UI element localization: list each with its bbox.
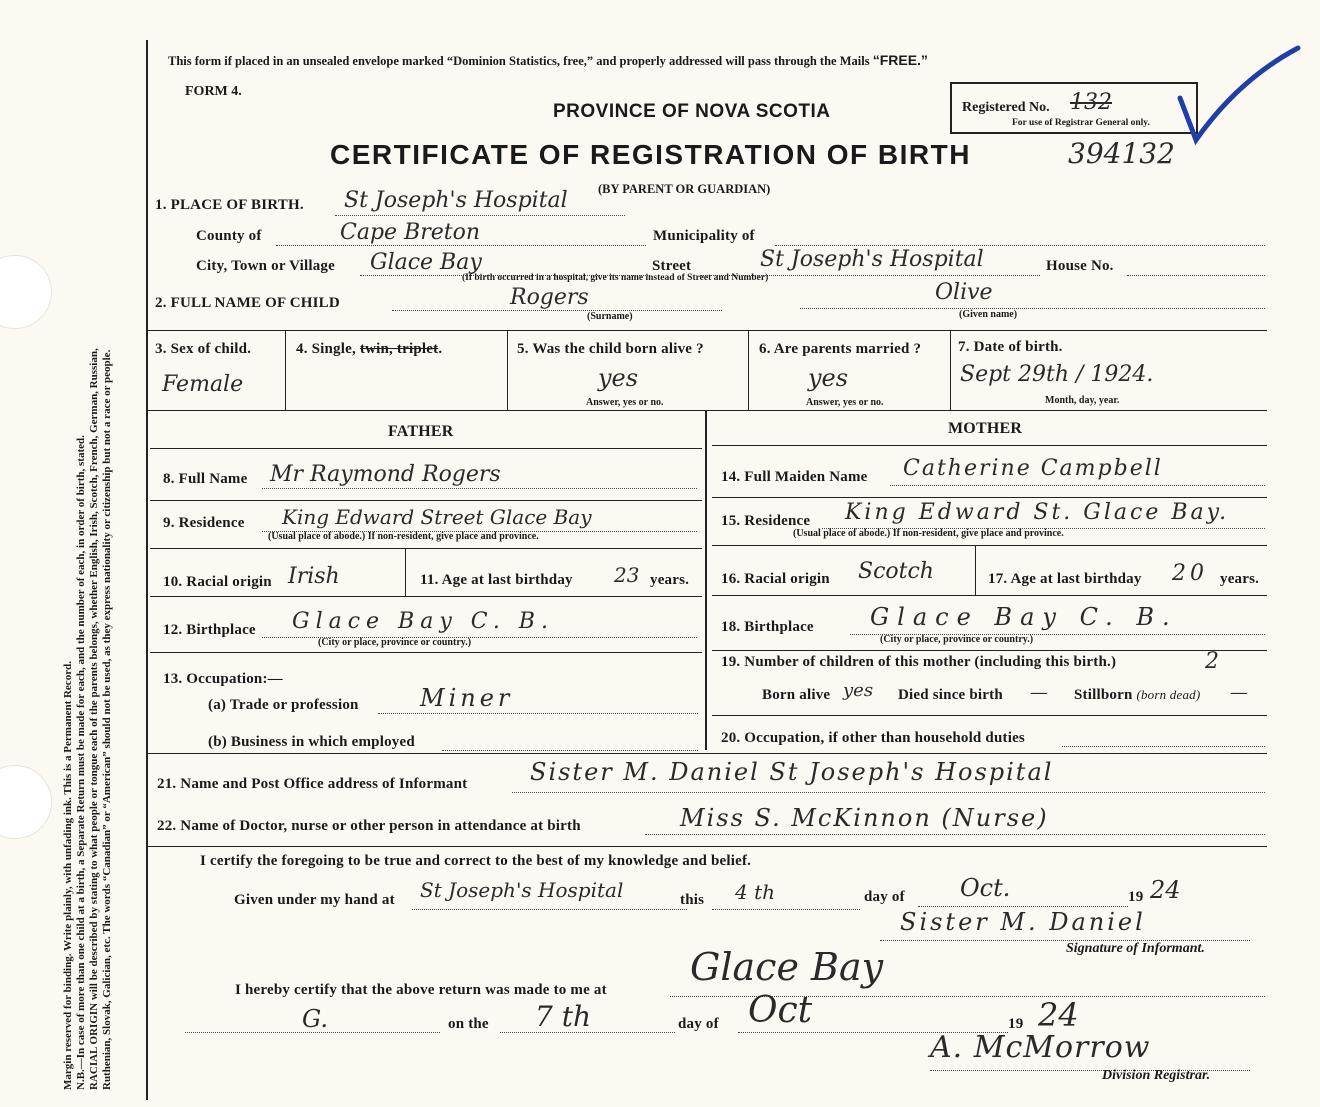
father-birthplace-label: 12. Birthplace (163, 622, 256, 638)
father-name-label: 8. Full Name (163, 471, 248, 487)
doctor-line (645, 834, 1265, 835)
row-3-divider-1 (285, 330, 286, 410)
father-residence-value: King Edward Street Glace Bay (282, 505, 592, 529)
hospital-note: (If birth occurred in a hospital, give its name instead of Street and Number) (462, 273, 769, 283)
check-mark-icon (1168, 40, 1308, 150)
born-alive-caption: Answer, yes or no. (586, 397, 664, 408)
mother-heading: MOTHER (948, 420, 1023, 437)
parents-center-divider (705, 410, 707, 750)
city-label: City, Town or Village (196, 258, 335, 274)
surname-caption: (Surname) (587, 311, 633, 322)
parents-married-label: 6. Are parents married ? (759, 341, 922, 357)
parents-married-value: yes (808, 364, 849, 392)
informant-line (512, 792, 1265, 793)
father-name-line (262, 488, 697, 489)
stillborn-text: Stillborn (1074, 687, 1133, 703)
cert-day-value: 4 th (735, 880, 775, 904)
certificate-number: 394132 (1068, 137, 1175, 170)
mail-note (168, 52, 928, 69)
child-surname: Rogers (510, 285, 589, 310)
by-parent-note: (BY PARENT OR GUARDIAN) (598, 182, 771, 196)
registrar-place-tail-line (185, 1032, 440, 1033)
mother-row-18-border (712, 650, 1267, 651)
house-no-line (1127, 275, 1265, 276)
informant-signature: Sister M. Daniel (900, 908, 1146, 936)
mother-name-value: Catherine Campbell (903, 456, 1163, 481)
father-business-label: (b) Business in which employed (208, 734, 415, 750)
row-3-divider-3 (748, 330, 749, 410)
father-race-value: Irish (288, 564, 340, 589)
father-row-9-border (150, 548, 702, 549)
mother-row-16-border (712, 595, 1267, 596)
registrar-year-value: 24 (1038, 996, 1079, 1034)
municipality-line (775, 245, 1265, 246)
cert-month-value: Oct. (960, 874, 1011, 902)
stillborn-note: (born dead) (1136, 687, 1201, 702)
stillborn-label (1074, 687, 1200, 704)
place-of-birth-value: St Joseph's Hospital (344, 188, 568, 213)
father-trade-line (378, 713, 698, 714)
father-row-12-border (150, 652, 702, 653)
father-business-line (442, 750, 698, 751)
single-label (296, 341, 442, 358)
form-number: FORM 4. (185, 84, 242, 99)
cert-day-line (712, 909, 860, 910)
cert-year-value: 24 (1150, 876, 1181, 904)
mother-residence-label: 15. Residence (721, 513, 811, 529)
mother-row-19-border (712, 715, 1267, 716)
place-of-birth-label: 1. PLACE OF BIRTH. (155, 197, 304, 213)
father-row-10-border (150, 596, 702, 597)
registered-label: Registered No. (962, 100, 1050, 115)
mother-birthplace-caption: (City or place, province or country.) (880, 634, 1034, 645)
registrar-use-note: For use of Registrar General only. (1012, 118, 1150, 128)
house-no-label: House No. (1046, 258, 1114, 274)
informant-top-border (147, 753, 1267, 754)
given-name-line (800, 308, 1265, 309)
mother-residence-caption: (Usual place of abode.) If non-resident, give place and province. (793, 528, 1064, 539)
died-label: Died since birth (898, 687, 1003, 703)
mother-children-value: 2 (1205, 649, 1219, 674)
mother-residence-value: King Edward St. Glace Bay. (845, 500, 1230, 525)
date-of-birth-value: Sept 29th / 1924. (960, 362, 1154, 387)
mail-free-text: “FREE.” (872, 52, 928, 68)
born-alive-label: 5. Was the child born alive ? (517, 341, 704, 357)
father-age-label: 11. Age at last birthday (420, 572, 573, 588)
mother-row-15-border (712, 545, 1267, 546)
single-end: . (438, 341, 443, 357)
father-birthplace-value: Glace Bay C. B. (292, 609, 554, 634)
father-race-label: 10. Racial origin (163, 574, 272, 590)
born-alive-value: yes (598, 364, 639, 392)
father-age-value: 23 (614, 563, 640, 587)
father-birthplace-caption: (City or place, province or country.) (318, 637, 472, 648)
died-value: — (1030, 682, 1048, 703)
mother-children-label: 19. Number of children of this mother (including this birth.) (721, 654, 1117, 670)
father-age-unit: years. (650, 572, 690, 588)
margin-line-2: N.B.—In case of more than one child at a birth, a Separate Return must be made for each, and the number of each, in order of birth, stated. (75, 435, 87, 1090)
mother-race-label: 16. Racial origin (721, 571, 830, 587)
given-under-label: Given under my hand at (234, 892, 395, 908)
mail-note-text: This form if placed in an unsealed envelope marked “Dominion Statistics, free,” and properly addressed will pass through the Mails (168, 54, 870, 68)
date-of-birth-caption: Month, day, year. (1045, 395, 1120, 406)
place-of-birth-line (335, 215, 625, 216)
father-trade-label: (a) Trade or profession (208, 697, 359, 713)
registrar-place-tail: G. (302, 1005, 328, 1033)
informant-label: 21. Name and Post Office address of Informant (157, 776, 468, 792)
given-name-caption: (Given name) (959, 309, 1018, 320)
registrar-day-value: 7 th (535, 1000, 591, 1033)
cert-day-label: day of (864, 889, 905, 905)
this-label: this (680, 892, 705, 908)
registrar-day-label: day of (678, 1016, 719, 1032)
registered-value: 132 (1070, 90, 1112, 115)
row-3-divider-4 (950, 330, 951, 410)
row-3-bottom-border (147, 410, 1267, 411)
margin-instructions (62, 40, 142, 1090)
sex-value: Female (162, 372, 244, 397)
given-place-line (412, 909, 687, 910)
street-value: St Joseph's Hospital (760, 247, 984, 272)
informant-signature-caption: Signature of Informant. (1066, 941, 1205, 956)
parents-married-caption: Answer, yes or no. (806, 397, 884, 408)
mother-birthplace-label: 18. Birthplace (721, 619, 814, 635)
father-residence-caption: (Usual place of abode.) If non-resident, give place and province. (268, 531, 539, 542)
registrar-statement: I hereby certify that the above return was made to me at (235, 982, 607, 998)
registrar-signature: A. McMorrow (930, 1030, 1151, 1065)
cert-month-line (918, 906, 1128, 907)
margin-line-3: RACIAL ORIGIN will be described by stating to what people or tongue each of the parents belongs, whether English, Irish, Scotch, French, German, Russian, (88, 348, 100, 1090)
county-label: County of (196, 228, 262, 244)
county-line (276, 245, 646, 246)
punch-hole-top (0, 255, 52, 329)
father-trade-value: Miner (420, 684, 514, 712)
stillborn-value: — (1230, 682, 1248, 703)
child-name-label: 2. FULL NAME OF CHILD (155, 295, 340, 311)
informant-value: Sister M. Daniel St Joseph's Hospital (530, 758, 1054, 786)
margin-line-1: Margin reserved for binding. Write plainly, with unfading ink. This is a Permanent Record. (62, 661, 74, 1090)
father-name-value: Mr Raymond Rogers (270, 462, 501, 487)
page-title: CERTIFICATE OF REGISTRATION OF BIRTH (330, 139, 971, 170)
single-text: 4. Single, (296, 341, 356, 357)
sex-label: 3. Sex of child. (155, 341, 252, 357)
registrar-place-value: Glace Bay (690, 945, 884, 989)
date-of-birth-label: 7. Date of birth. (958, 339, 1063, 355)
certification-statement: I certify the foregoing to be true and correct to the best of my knowledge and belief. (200, 853, 752, 869)
cert-year-prefix: 19 (1128, 889, 1144, 905)
row-3-top-border (147, 330, 1267, 331)
father-heading: FATHER (388, 423, 454, 440)
surname-line (392, 310, 722, 311)
mother-name-label: 14. Full Maiden Name (721, 469, 868, 485)
registrar-on-the: on the (448, 1016, 489, 1032)
born-alive-count-label: Born alive (762, 687, 831, 703)
mother-race-value: Scotch (858, 559, 934, 584)
certification-top-border (147, 846, 1267, 847)
mother-age-unit: years. (1220, 571, 1260, 587)
city-value: Glace Bay (370, 250, 482, 275)
doctor-value: Miss S. McKinnon (Nurse) (680, 804, 1049, 832)
street-label: Street (652, 258, 692, 274)
registered-box (950, 82, 1198, 134)
registrar-month-value: Oct (748, 990, 813, 1031)
born-alive-count-value: yes (843, 680, 874, 701)
county-value: Cape Breton (340, 220, 481, 245)
registrar-day-line (500, 1032, 675, 1033)
father-heading-line (150, 448, 702, 449)
mother-row-14-border (712, 497, 1267, 498)
child-given-name: Olive (935, 280, 993, 305)
given-place-value: St Joseph's Hospital (420, 878, 624, 902)
registrar-year-prefix: 19 (1008, 1016, 1024, 1032)
margin-line-4: Ruthenian, Slovak, Galician, etc. The words “Canadian” or “American” should not be used, as they express nationality or citizenship but not a race or people. (101, 349, 113, 1090)
mother-occupation-label: 20. Occupation, if other than household duties (721, 730, 1025, 746)
father-race-divider (405, 548, 406, 596)
mother-age-label: 17. Age at last birthday (988, 571, 1142, 587)
mother-race-divider (975, 545, 976, 595)
registrar-caption: Division Registrar. (1102, 1068, 1211, 1083)
father-occupation-label: 13. Occupation:— (163, 671, 283, 687)
father-row-8-border (150, 500, 702, 501)
mother-occupation-line (1062, 746, 1265, 747)
doctor-label: 22. Name of Doctor, nurse or other person in attendance at birth (157, 818, 581, 834)
mother-age-value: 20 (1172, 561, 1208, 586)
twin-triplet-struck: twin, triplet (359, 341, 439, 357)
frame-left-border (146, 40, 148, 1100)
mother-birthplace-value: Glace Bay C. B. (870, 603, 1178, 631)
row-3-divider-2 (507, 330, 508, 410)
municipality-label: Municipality of (653, 228, 755, 244)
mother-heading-line (712, 445, 1267, 446)
father-residence-label: 9. Residence (163, 515, 245, 531)
mother-name-line (890, 485, 1265, 486)
province-heading: PROVINCE OF NOVA SCOTIA (553, 101, 831, 122)
punch-hole-bottom (0, 765, 52, 839)
